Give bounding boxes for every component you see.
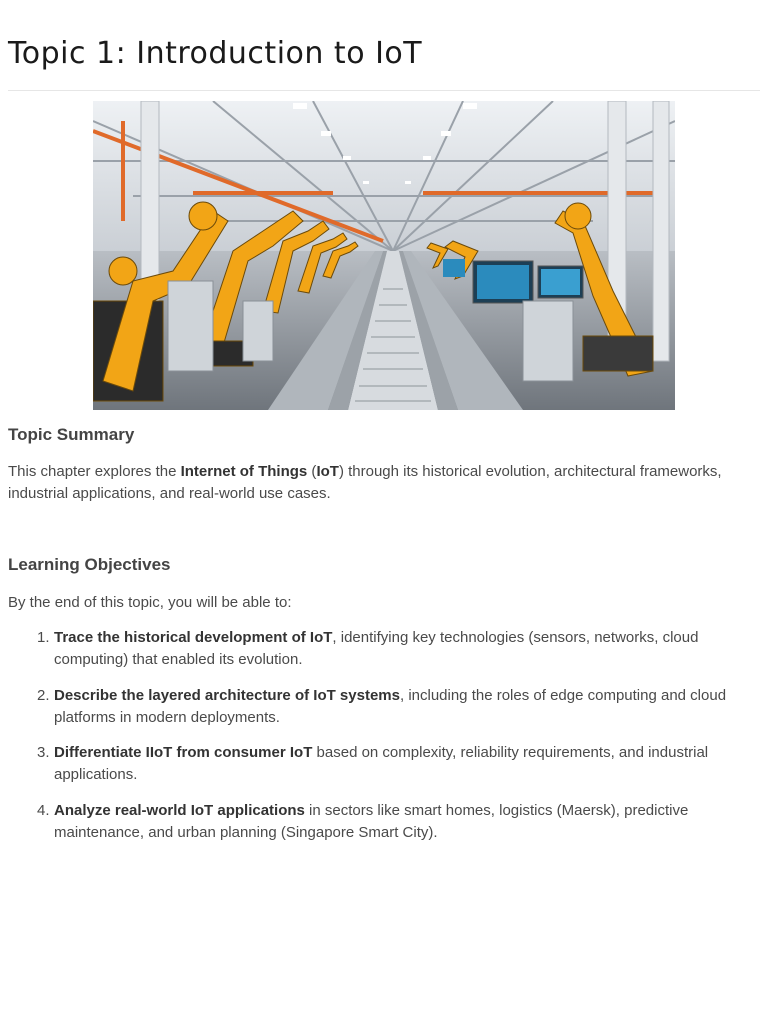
bold-term: Internet of Things [180, 463, 308, 480]
topic-summary-text: This chapter explores the Internet of Things (IoT) through its historical evolution, architectural frameworks, industrial applications, and real-world use cases. [8, 463, 722, 502]
list-item: 2. Describe the layered architecture of IoT systems, including the roles of edge computing and cloud platforms in modern deployments. [37, 686, 727, 726]
objectives-intro: By the end of this topic, you will be able to: [8, 594, 292, 611]
list-item: 1. Trace the historical development of IoT, identifying key technologies (sensors, networks, cloud computing) that enabled its evolution. [37, 629, 699, 668]
bold-term: IoT [316, 463, 339, 480]
hero-image [93, 101, 675, 410]
title-divider [8, 90, 760, 91]
learning-objectives-heading: Learning Objectives [8, 555, 171, 574]
topic-summary-heading: Topic Summary [8, 425, 135, 444]
page-title: Topic 1: Introduction to IoT [8, 36, 423, 71]
objectives-list [8, 627, 758, 857]
list-item: 3. Differentiate IIoT from consumer IoT based on complexity, reliability requirements, and industrial applications. [37, 744, 709, 783]
factory-illustration [93, 101, 675, 410]
list-item: 4. Analyze real-world IoT applications in sectors like smart homes, logistics (Maersk), predictive maintenance, and urban planning (Singapore Smart City). [37, 801, 689, 841]
